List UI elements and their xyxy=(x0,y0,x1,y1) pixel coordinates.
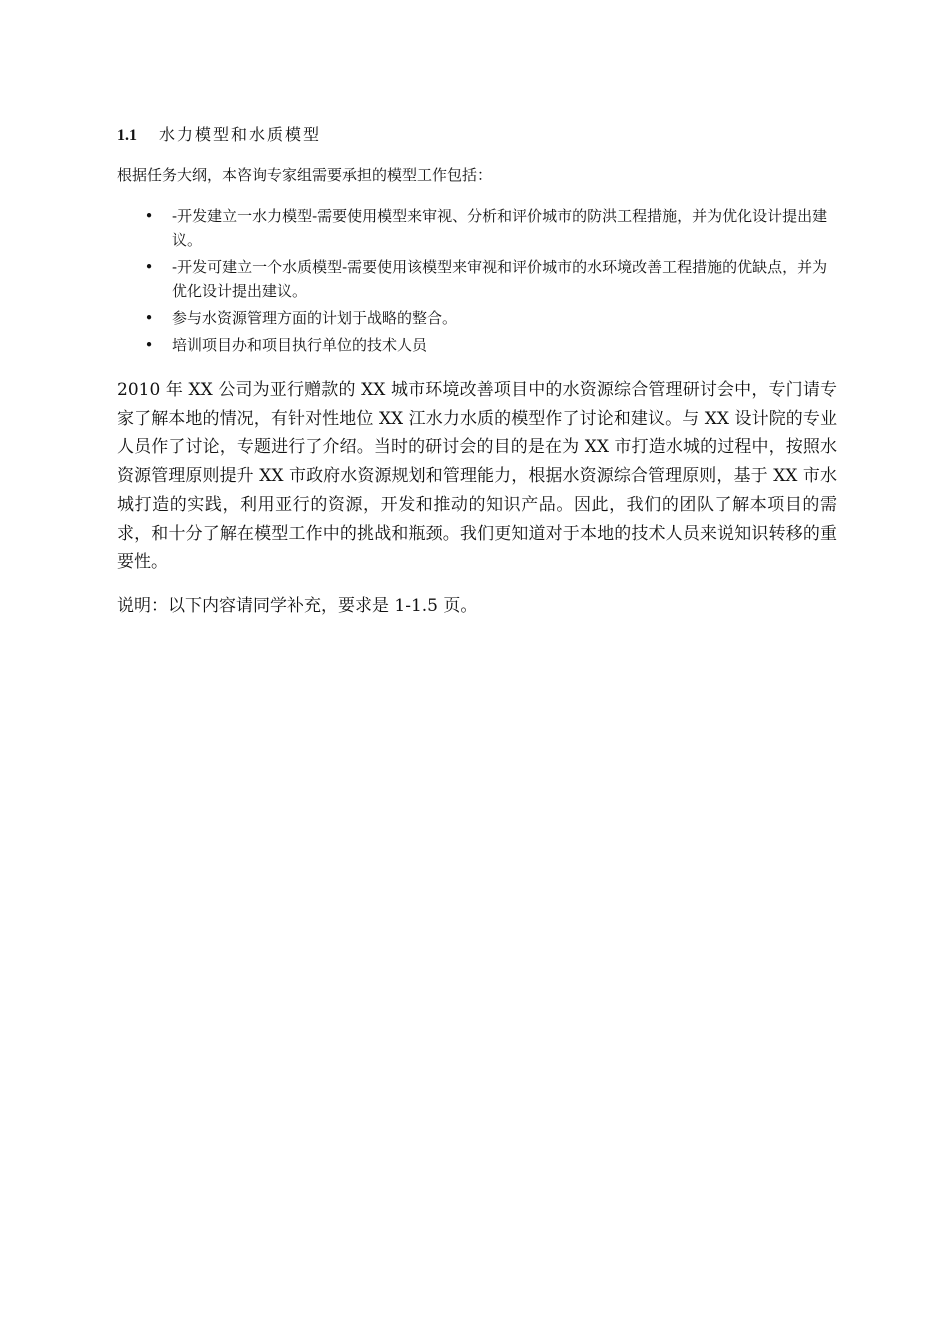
intro-text: 根据任务大纲，本咨询专家组需要承担的模型工作包括： xyxy=(117,166,493,184)
list-item xyxy=(117,255,837,303)
list-item xyxy=(117,306,837,330)
bullet-marker: • xyxy=(144,258,154,276)
bullet-marker: • xyxy=(144,336,154,354)
bullet-marker: • xyxy=(144,207,154,225)
list-item xyxy=(117,333,837,357)
body-paragraph: 2010 年 XX 公司为亚行赠款的 XX 城市环境改善项目中的水资源综合管理研讨会中，专门请专家了解本地的情况，有针对性地位 XX 江水力水质的模型作了讨论和建议。与 XX 设计院的专业人员作了讨论，专题进行了介绍。当时的研讨会的目的是在为 XX 市打造水城的过程中，按照水资源管理原则提升 XX 市政府水资源规划和管理能力，根据水资源综合管理原则，基于 XX 市水城打造的实践，利用亚行的资源，开发和推动的知识产品。因此，我们的团队了解本项目的需求，和十分了解在模型工作中的挑战和瓶颈。我们更知道对于本地的技术人员来说知识转移的重要性。 xyxy=(117,380,837,573)
list-item xyxy=(117,204,837,252)
note-text: 说明：以下内容请同学补充，要求是 1-1.5 页。 xyxy=(117,596,478,616)
section-number: 1.1 xyxy=(117,127,137,144)
task-list xyxy=(117,204,837,360)
section-heading xyxy=(117,124,321,147)
section-title: 水力模型和水质模型 xyxy=(159,125,322,144)
list-item-text: 参与水资源管理方面的计划于战略的整合。 xyxy=(172,309,458,327)
list-item-text: -开发可建立一个水质模型-需要使用该模型来审视和评价城市的水环境改善工程措施的优缺点，并为优化设计提出建议。 xyxy=(172,258,828,300)
bullet-marker: • xyxy=(144,309,154,327)
list-item-text: 培训项目办和项目执行单位的技术人员 xyxy=(172,336,428,354)
list-item-text: -开发建立一水力模型-需要使用模型来审视、分析和评价城市的防洪工程措施，并为优化设计提出建议。 xyxy=(172,207,828,249)
